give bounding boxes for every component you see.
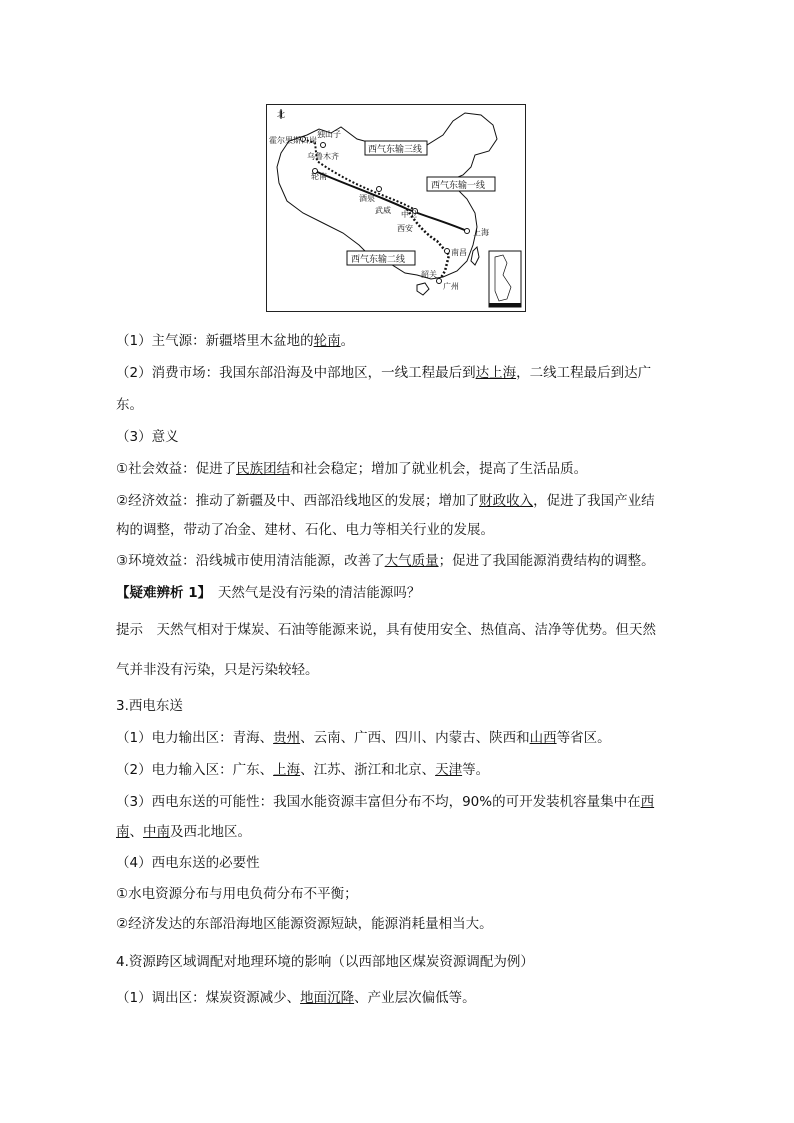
line-hint-cont: 气并非没有污染，只是污染较轻。	[116, 662, 319, 678]
line-consumer-market-cont: 东。	[116, 397, 143, 413]
label-guangzhou: 广州	[443, 282, 459, 291]
label-shaoguan: 韶关	[421, 270, 437, 279]
label-xian: 西安	[397, 224, 413, 233]
line-social-benefit: ①社会效益：促进了民族团结和社会稳定；增加了就业机会，提高了生活品质。	[116, 461, 588, 477]
line-gas-source: （1）主气源：新疆塔里木盆地的轮南。	[116, 333, 355, 349]
label-shanghai: 上海	[473, 228, 489, 237]
hainan-island	[417, 283, 429, 295]
label-zhongwei: 中卫	[401, 210, 417, 219]
taiwan-island	[471, 247, 479, 265]
map-drawing	[267, 105, 525, 311]
line-economic-benefit: ②经济效益：推动了新疆及中、西部沿线地区的发展；增加了财政收入，促进了我国产业结	[116, 493, 655, 509]
line-environmental-benefit: ③环境效益：沿线城市使用清洁能源，改善了大气质量；促进了我国能源消费结构的调整。	[116, 553, 655, 569]
label-lunnan: 轮南	[311, 172, 327, 181]
label-jiuquan: 酒泉	[359, 194, 375, 203]
label-huoerguosi: 霍尔果斯口岸	[269, 136, 317, 145]
line-economic-benefit-cont: 构的调整，带动了冶金、建材、石化、电力等相关行业的发展。	[116, 522, 494, 538]
route-label-2: 西气东输二线	[351, 255, 406, 265]
line-necessity-2: ②经济发达的东部沿海地区能源资源短缺，能源消耗量相当大。	[116, 916, 493, 932]
line-difficulty-question: 【疑难辨析 1】 天然气是没有污染的清洁能源吗？	[116, 585, 421, 601]
north-label: 北	[277, 110, 285, 119]
line-significance-heading: （3）意义	[116, 429, 179, 445]
line-power-export: （1）电力输出区：青海、贵州、云南、广西、四川、内蒙古、陕西和山西等省区。	[116, 730, 611, 746]
line-possibility-cont: 南、中南及西北地区。	[116, 824, 251, 840]
line-hint: 提示 天然气相对于煤炭、石油等能源来说，具有使用安全、热值高、洁净等优势。但天然	[116, 622, 656, 638]
gas-pipeline-map	[266, 104, 526, 312]
label-nanchang: 南昌	[451, 248, 467, 257]
label-wuwei: 武威	[375, 206, 391, 215]
line-power-import: （2）电力输入区：广东、上海、江苏、浙江和北京、天津等。	[116, 762, 490, 778]
label-dushanzi: 独山子	[317, 130, 341, 139]
line-necessity-1: ①水电资源分布与用电负荷分布不平衡；	[116, 886, 358, 902]
line-consumer-market: （2）消费市场：我国东部沿海及中部地区，一线工程最后到达上海，二线工程最后到达广	[116, 365, 652, 381]
line-necessity-heading: （4）西电东送的必要性	[116, 855, 260, 871]
line-export-region: （1）调出区：煤炭资源减少、地面沉降、产业层次偏低等。	[116, 990, 476, 1006]
label-wulumuqi: 乌鲁木齐	[307, 152, 339, 161]
route-label-3: 西气东输三线	[368, 145, 423, 155]
line-possibility: （3）西电东送的可能性：我国水能资源丰富但分布不均，90%的可开发装机容量集中在西	[116, 794, 655, 810]
route-label-1: 西气东输一线	[431, 181, 486, 191]
section-heading-resource-allocation: 4.资源跨区域调配对地理环境的影响（以西部地区煤炭资源调配为例）	[116, 954, 534, 970]
section-heading-west-east-power: 3.西电东送	[116, 698, 183, 714]
